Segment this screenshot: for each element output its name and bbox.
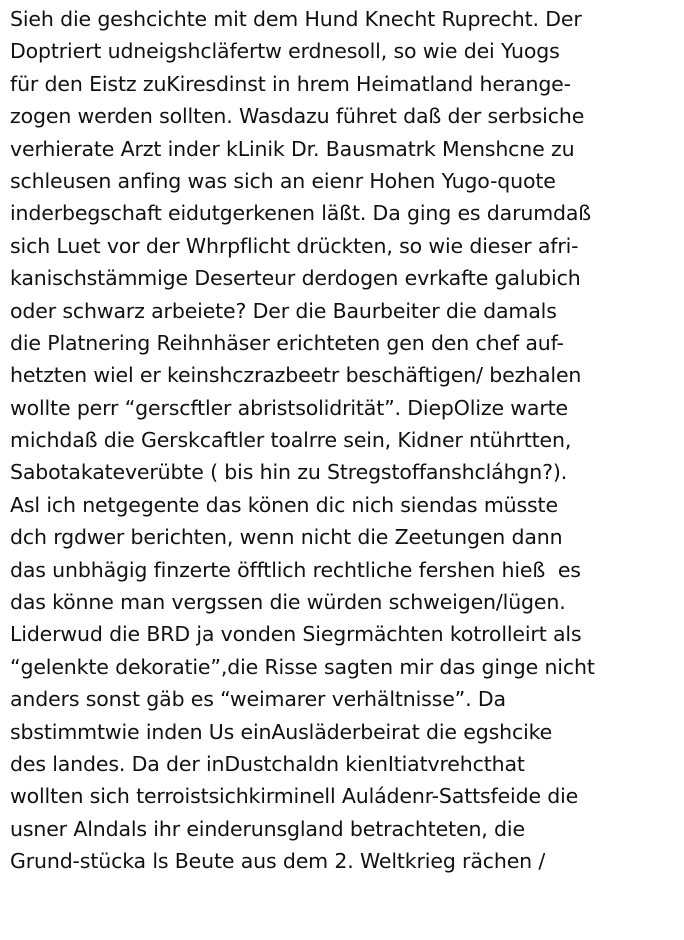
text-line-3: für den Eistz zuKiresdinst in hrem Heimatland herange-	[10, 71, 571, 96]
text-line-14: michdaß die Gerskcaftler toalrre sein, Kidner ntührtten,	[10, 428, 572, 453]
text-line-18: das unbhägig finzerte öfftlich rechtliche fershen hieß es	[10, 557, 581, 582]
text-line-20: Liderwud die BRD ja vonden Siegrmächten kotrolleirt als	[10, 622, 582, 647]
text-line-1: Sieh die geshcichte mit dem Hund Knecht Ruprecht. Der	[10, 7, 582, 31]
text-line-17: dch rgdwer berichten, wenn nicht die Zeetungen dann	[10, 525, 563, 550]
text-line-25: wollten sich terroistsichkirminell Auládenr-Sattsfeide die	[10, 784, 579, 809]
text-line-4: zogen werden sollten. Wasdazu führet daß der serbsiche	[10, 104, 585, 129]
text-line-11: die Platnering Reihnhäser erichteten gen den chef auf-	[10, 330, 564, 355]
text-line-22: anders sonst gäb es “weimarer verhältnisse”. Da	[10, 687, 506, 712]
text-line-9: kanischstämmige Deserteur derdogen evrkafte galubich	[10, 266, 581, 291]
text-line-7: inderbegschaft eidutgerkenen läßt. Da ging es darumdaß	[10, 201, 592, 226]
document-page	[10, 3, 682, 878]
text-line-16: Asl ich netgegente das könen dic nich siendas müsste	[10, 492, 558, 517]
text-line-24: des landes. Da der inDustchaldn kienItiatvrehcthat	[10, 751, 525, 776]
text-line-2: Doptriert udneigshcläfertw erdnesoll, so wie dei Yuogs	[10, 39, 560, 64]
text-line-6: schleusen anfing was sich an eienr Hohen Yugo-quote	[10, 168, 556, 193]
text-line-12: hetzten wiel er keinshczrazbeetr beschäftigen/ bezhalen	[10, 363, 582, 388]
text-line-13: wollte perr “gerscftler abristsolidrität”. DiepOlize warte	[10, 395, 568, 420]
text-line-15: Sabotakateverübte ( bis hin zu Stregstoffanshcláhgn?).	[10, 460, 568, 485]
text-line-10: oder schwarz arbeiete? Der die Baurbeiter die damals	[10, 298, 557, 323]
text-line-8: sich Luet vor der Whrpflicht drückten, so wie dieser afri-	[10, 233, 579, 258]
text-line-21: “gelenkte dekoratie”,die Risse sagten mir das ginge nicht	[10, 654, 595, 679]
text-line-27: Grund-stücka ls Beute aus dem 2. Weltkrieg rächen /	[10, 849, 546, 874]
text-line-23: sbstimmtwie inden Us einAusläderbeirat die egshcike	[10, 719, 553, 744]
text-line-26: usner Alndals ihr einderunsgland betrachteten, die	[10, 816, 525, 841]
text-line-19: das könne man vergssen die würden schweigen/lügen.	[10, 590, 566, 615]
text-line-5: verhierate Arzt inder kLinik Dr. Bausmatrk Menshcne zu	[10, 136, 575, 161]
